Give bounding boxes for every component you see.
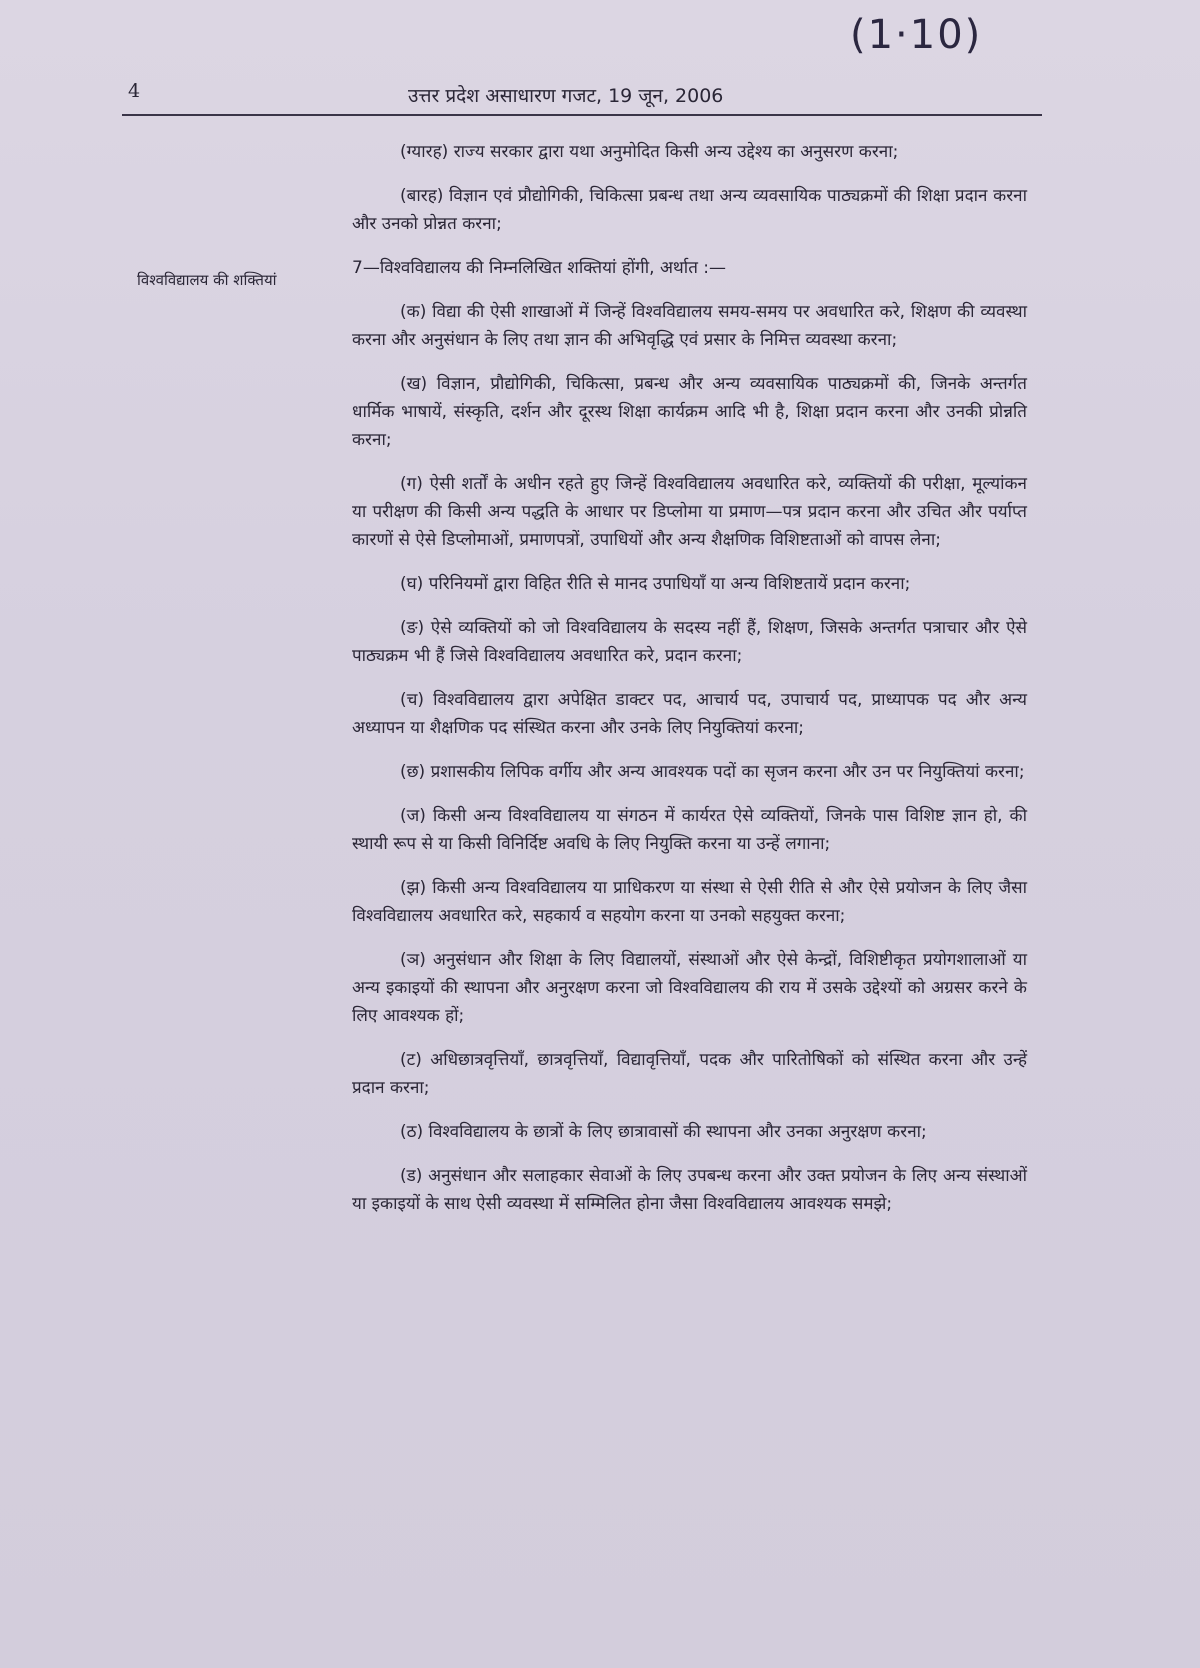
page-number: 4 (128, 80, 141, 102)
margin-side-note: विश्वविद्यालय की शक्तियां (137, 271, 277, 289)
clause-da: (ड) अनुसंधान और सलाहकार सेवाओं के लिए उपबन्ध करना और उक्त प्रयोजन के लिए अन्य संस्थाओं या इकाइयों के साथ ऐसी व्यवस्था में सम्मिलित होना जैसा विश्वविद्यालय आवश्यक समझे; (352, 1166, 1027, 1214)
gazette-body-text (352, 138, 1027, 1234)
clause-cha: (च) विश्वविद्यालय द्वारा अपेक्षित डाक्टर पद, आचार्य पद, उपाचार्य पद, प्राध्यापक पद और अन्य अध्यापन या शैक्षणिक पद संस्थित करना और उनके लिए नियुक्तियां करना; (352, 690, 1027, 738)
header-divider (122, 114, 1042, 116)
handwritten-page-annotation: (1·10) (850, 12, 983, 58)
clause-ta: (ट) अधिछात्रवृत्तियाँ, छात्रवृत्तियाँ, विद्यावृत्तियाँ, पदक और पारितोषिकों को संस्थित करना और उन्हें प्रदान करना; (352, 1050, 1027, 1098)
clause-chha: (छ) प्रशासकीय लिपिक वर्गीय और अन्य आवश्यक पदों का सृजन करना और उन पर नियुक्तियां करना; (400, 762, 1025, 782)
clause-tha: (ठ) विश्वविद्यालय के छात्रों के लिए छात्रावासों की स्थापना और उनका अनुरक्षण करना; (400, 1122, 927, 1142)
clause-ga: (ग) ऐसी शर्तों के अधीन रहते हुए जिन्हें विश्वविद्यालय अवधारित करे, व्यक्तियों की परीक्षा, मूल्यांकन या परीक्षण की किसी अन्य पद्धति के आधार पर डिप्लोमा या प्रमाण—पत्र प्रदान करना और उचित और पर्याप्त कारणों से ऐसे डिप्लोमाओं, प्रमाणपत्रों, उपाधियों और अन्य शैक्षणिक विशिष्टताओं को वापस लेना; (352, 474, 1027, 550)
paragraph-11: (ग्यारह) राज्य सरकार द्वारा यथा अनुमोदित किसी अन्य उद्देश्य का अनुसरण करना; (400, 142, 899, 162)
clause-kha: (ख) विज्ञान, प्रौद्योगिकी, चिकित्सा, प्रबन्ध और अन्य व्यवसायिक पाठ्यक्रमों की, जिनके अन्तर्गत धार्मिक भाषायें, संस्कृति, दर्शन और दूरस्थ शिक्षा कार्यक्रम आदि भी है, शिक्षा प्रदान करना और उनकी प्रोन्नति करना; (352, 374, 1027, 450)
clause-gha: (घ) परिनियमों द्वारा विहित रीति से मानद उपाधियाँ या अन्य विशिष्टतायें प्रदान करना; (400, 574, 911, 594)
section-7-heading: 7—विश्वविद्यालय की निम्नलिखित शक्तियां होंगी, अर्थात :— (352, 258, 727, 278)
gazette-header-title: उत्तर प्रदेश असाधारण गजट, 19 जून, 2006 (408, 85, 724, 107)
clause-nga: (ङ) ऐसे व्यक्तियों को जो विश्वविद्यालय के सदस्य नहीं हैं, शिक्षण, जिसके अन्तर्गत पत्राचार और ऐसे पाठ्यक्रम भी हैं जिसे विश्वविद्यालय अवधारित करे, प्रदान करना; (352, 618, 1027, 666)
clause-nya: (ञ) अनुसंधान और शिक्षा के लिए विद्यालयों, संस्थाओं और ऐसे केन्द्रों, विशिष्टीकृत प्रयोगशालाओं या अन्य इकाइयों की स्थापना और अनुरक्षण करना जो विश्वविद्यालय की राय में उसके उद्देश्यों को अग्रसर करने के लिए आवश्यक हों; (352, 950, 1027, 1026)
clause-ka: (क) विद्या की ऐसी शाखाओं में जिन्हें विश्वविद्यालय समय-समय पर अवधारित करे, शिक्षण की व्यवस्था करना और अनुसंधान के लिए तथा ज्ञान की अभिवृद्धि एवं प्रसार के निमित्त व्यवस्था करना; (352, 302, 1027, 350)
paragraph-12: (बारह) विज्ञान एवं प्रौद्योगिकी, चिकित्सा प्रबन्ध तथा अन्य व्यवसायिक पाठ्यक्रमों की शिक्षा प्रदान करना और उनको प्रोन्नत करना; (352, 186, 1027, 234)
clause-jha: (झ) किसी अन्य विश्वविद्यालय या प्राधिकरण या संस्था से ऐसी रीति से और ऐसे प्रयोजन के लिए जैसा विश्वविद्यालय अवधारित करे, सहकार्य व सहयोग करना या उनको सहयुक्त करना; (352, 878, 1027, 926)
clause-ja: (ज) किसी अन्य विश्वविद्यालय या संगठन में कार्यरत ऐसे व्यक्तियों, जिनके पास विशिष्ट ज्ञान हो, की स्थायी रूप से या किसी विनिर्दिष्ट अवधि के लिए नियुक्ति करना या उन्हें लगाना; (352, 806, 1027, 854)
